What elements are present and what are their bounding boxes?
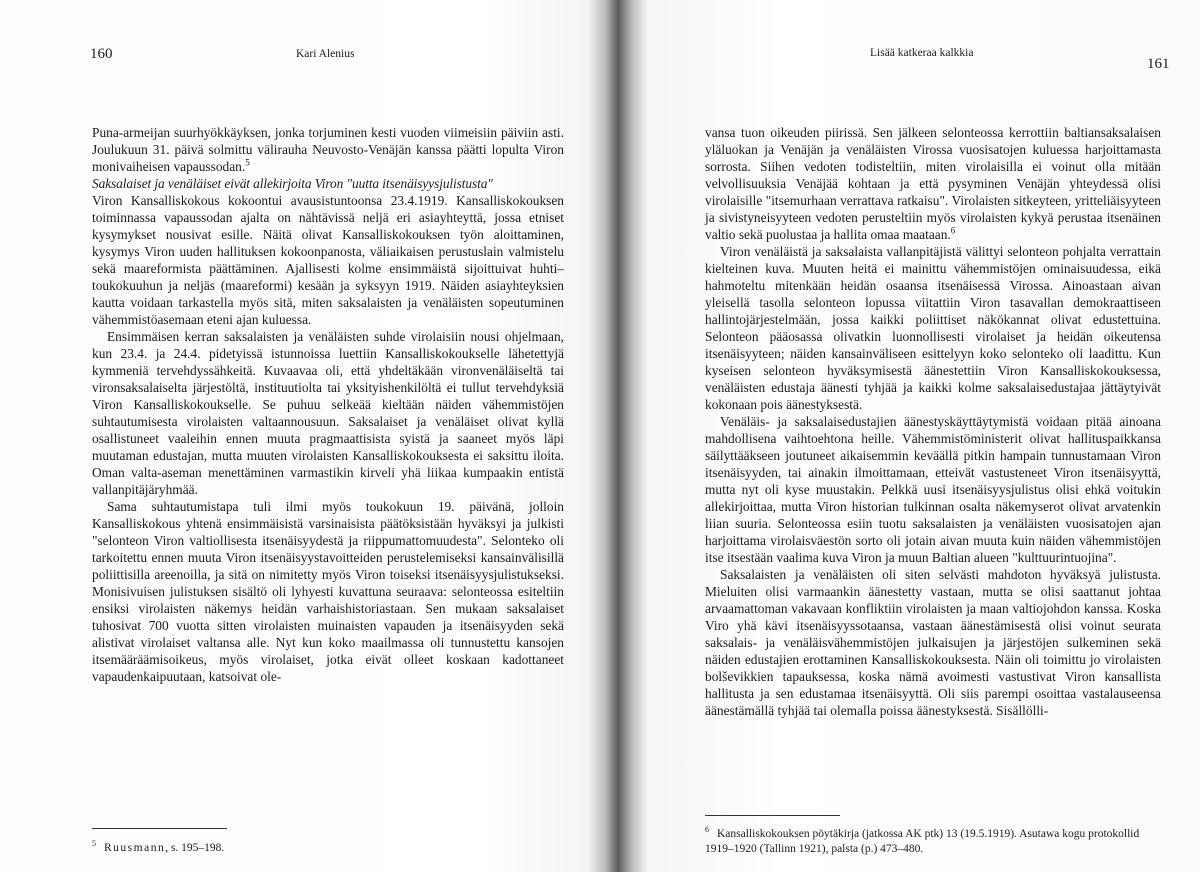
right-page: [632, 0, 1200, 872]
running-head: Lisää katkeraa kalkkia: [870, 47, 974, 59]
footnote: [92, 836, 492, 856]
paragraph: Saksalaisten ja venäläisten oli siten selvästi mahdoton hyväksyä julistusta. Mieluiten olisi varmaankin äänestetty vastaan, mutta se olisi saattanut johtaa arvaamattoman vakavaan konfliktiin virolaisten ja maan valtiojohdon kanssa. Koska Viro yhä kävi itsenäisyyssotaansa, vastaan äänestämisestä olisi voinut seurata saksalais- ja venäläisvähemmistöjen julkaisujen ja järjestöjen sulkeminen sekä näiden edustajien erottaminen Kansalliskokouksesta. Näin oli toimittu jo virolaisten bolševikkien tapauksessa, koska nämä avoimesti vastustivat Viron kansallista hallitusta ja sen edustamaa itsenäisyyttä. Oli siis parempi osoittaa vastalauseensa äänestämällä tyhjää tai olemalla poissa äänestyksestä. Sisällölli-: [705, 567, 1161, 718]
page-number: 160: [90, 46, 113, 62]
body-text: [705, 124, 1161, 719]
page-number: 161: [1147, 56, 1170, 72]
footnote-ref: 6: [950, 225, 956, 236]
footnote-mark: 5: [92, 839, 96, 848]
footnote-ref: 5: [245, 157, 250, 168]
paragraph: [705, 124, 1161, 243]
paragraph: Viron Kansalliskokous kokoontui avausistuntoonsa 23.4.1919. Kansalliskokouksen toiminnassa vapaussodan ajalta on nähtävissä neljä eri asiayhteyttä, jossa etniset kysymykset nousivat esille. Näitä olivat Kansalliskokouksen työn aloittaminen, kysymys Viron uuden hallituksen kokoonpanosta, väliaikaisen perustuslain valmistelu sekä maareformista päättäminen. Ajallisesti kolme ensimmäistä sijoittuivat huhti–toukokuuhun ja neljäs (maareformi) kesään ja syksyyn 1919. Näiden asiayhteyksien kautta voidaan tarkastella myös sitä, miten saksalaisten ja venäläisten sopeutuminen vähemmistöasemaan eteni ajan kuluessa.: [92, 193, 564, 327]
footnote-text: , s. 195–198.: [165, 841, 225, 854]
paragraph: Sama suhtautumistapa tuli ilmi myös toukokuun 19. päivänä, jolloin Kansalliskokous yhtenä ensimmäisistä varsinaisista päätöksistään hyväksyi ja julkisti "selonteon Viron valtiollisesta itsenäisyydestä ja riippumattomuudesta". Selonteko oli tarkoitettu ennen muuta Viron itsenäisyystavoitteiden perustelemiseksi kansainvälisillä poliittisilla areenoilla, ja sitä on nimitetty myös Viron toiseksi itsenäisyysjulistukseksi. Monisivuisen julistuksen sisältö oli lyhyesti kuvattuna seuraava: selonteossa esiteltiin ensiksi virolaisten näkemys heidän varhaishistoriastaan. Sen mukaan saksalaiset tuhosivat 700 vuotta sitten virolaisten muinaisten vapauden ja itsenäisyyden sekä alistivat virolaiset valtansa alle. Nyt kun koko maailmassa oli tunnustettu kansojen itsemääräämisoikeus, myös virolaiset, jotka eivät olleet koskaan kadottaneet vapaudenkaipuutaan, katsoivat ole-: [92, 499, 564, 684]
footnote: [705, 822, 1161, 857]
footnote-rule: [92, 828, 227, 829]
footnote-text: Kansalliskokouksen pöytäkirja (jatkossa AK ptk) 13 (19.5.1919). Asutawa kogu protokollid 1919–1920 (Tallinn 1921), palsta (p.) 473–480.: [705, 827, 1140, 855]
paragraph-text: vansa tuon oikeuden piirissä. Sen jälkeen selonteossa kerrottiin baltiansaksalaisen yläluokan ja Venäjän ja venäläisten Virossa vuosisatojen kuluessa harjoittamasta sorrosta. Siihen vedoten todisteltiin, miten virolaisilla ei voinut olla mitään velvollisuuksia Venäjää kohtaan ja että pysyminen Venäjän yhteydessä olisi virolaisille "itsemurhaan verrattava ratkaisu". Virolaisten sitkeyteen, yritteliäisyyteen ja sivistyneisyyteen vedoten perusteltiin myös virolaisten kykyä perustaa itsenäinen valtio sekä puolustaa ja hallita omaa maataan.: [705, 125, 1161, 242]
paragraph: Ensimmäisen kerran saksalaisten ja venäläisten suhde virolaisiin nousi ohjelmaan, kun 23.4. ja 24.4. pidetyissä istunnoissa luettiin Kansalliskokoukselle lähetettyjä kymmeniä tervehdyssähkeitä. Kuvaavaa oli, että yhdeltäkään vironvenäläiseltä tai vironsaksalaiselta järjestöltä, instituutiolta tai yksityishenkilöltä ei tullut tervehdyksiä Viron Kansalliskokoukselle. Se puhuu selkeää kieltään näiden vähemmistöjen suhtautumisesta virolaisten valtaannousuun. Saksalaiset ja venäläiset olivat kyllä osallistuneet vaaleihin ennen muuta pragmaattisista syistä ja saaneet myös läpi muutaman edustajan, mutta muuten virolaisten Kansalliskokouksesta ei saksittu iloita. Oman valta-aseman menettäminen varmastikin kirveli yhä liikaa kumpaakin entistä vallanpitäjäryhmää.: [92, 329, 564, 497]
section-heading: Saksalaiset ja venäläiset eivät allekirjoita Viron "uutta itsenäisyysjulistusta": [92, 176, 493, 191]
footnote-rule: [705, 815, 840, 816]
footnote-author: Ruusmann: [104, 841, 166, 854]
paragraph-text: Puna-armeijan suurhyökkäyksen, jonka torjuminen kesti vuoden viimeisiin päiviin asti. Joulukuun 31. päivä solmittu välirauha Neuvosto-Venäjän kanssa päätti lopulta Viron monivaiheisen vapaussodan.: [92, 125, 564, 174]
body-text: [92, 124, 564, 685]
footnote-mark: 6: [705, 825, 709, 834]
paragraph: Venäläis- ja saksalaisedustajien äänestyskäyttäytymistä voidaan pitää ainoana mahdollisena vaihtoehtona heille. Vähemmistöministerit olivat hallituspaikkansa säilyttääkseen joutuneet aikaisemmin keväällä pitkin hampain tunnustamaan Viron itsenäisyyden, tai ainakin ilmoittamaan, etteivät vastusteneet Viron itsenäisyyttä, mutta nyt oli kyse muustakin. Pelkkä uusi itsenäisyysjulistus olisi ehkä voitukin allekirjoittaa, mutta Viron historian tulkinnan osalta näkemyserot olivat arvatenkin liian suuria. Selonteossa esiin tuotu saksalaisten ja venäläisten vuosisatojen ajan harjoittama virolaisväestön sorto oli jotain aivan muuta kuin näiden vähemmistöjen itse itsestään vaalima kuva Viron ja muun Baltian alueen "kulttuurintuojina".: [705, 414, 1161, 565]
paragraph: [92, 124, 564, 175]
running-head: Kari Alenius: [296, 48, 355, 60]
book-gutter: [606, 0, 632, 872]
paragraph: Viron venäläistä ja saksalaista vallanpitäjistä välittyi selonteon pohjalta verrattain kielteinen kuva. Muuten heitä ei mainittu vähemmistöjen ominaisuudessa, eikä hahmoteltu mitenkään heidän osaansa itsenäisessä Virossa. Ainoastaan aivan yleisellä tasolla selonteon lopussa viitattiin Viron tasavallan demokraattiseen hallintojärjestelmään, jossa kaikki poliittiset näkökannat olivat edustettuina. Selonteon pääosassa olivatkin luonnollisesti virolaiset ja heidän oikeutensa itsenäisyyteen; näiden kansainväliseen esittelyyn koko selonteko oli laadittu. Kun kyseisen selonteon hyväksymisestä äänestettiin Viron Kansalliskokouksessa, venäläisten edustaja äänesti tyhjää ja kaikki kolme saksalaisedustajaa jättäytyivät kokonaan pois äänestyksestä.: [705, 244, 1161, 412]
